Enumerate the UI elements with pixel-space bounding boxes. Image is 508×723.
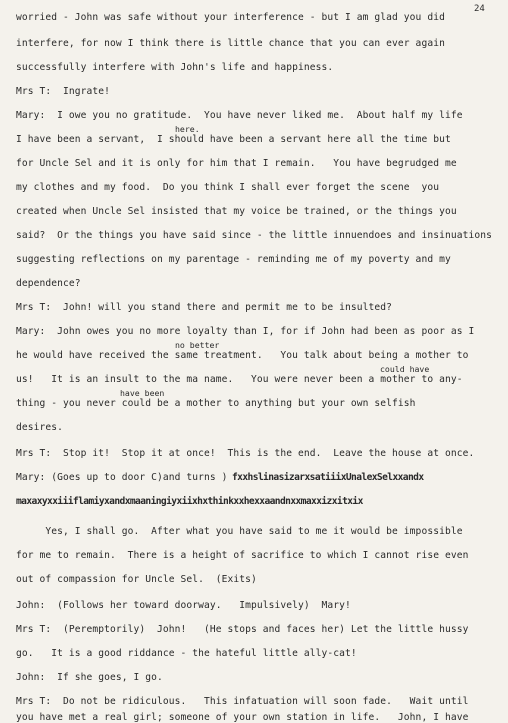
handwritten-insert: have been bbox=[120, 388, 165, 398]
text-line: out of compassion for Uncle Sel. (Exits) bbox=[16, 574, 257, 585]
text-line: desires. bbox=[16, 422, 64, 433]
text-line: for me to remain. There is a height of sacrifice to which I cannot rise even bbox=[16, 550, 469, 561]
text-line: my clothes and my food. Do you think I shall ever forget the scene you bbox=[16, 182, 440, 193]
text-line: go. It is a good riddance - the hateful little ally-cat! bbox=[16, 648, 357, 659]
text-line: said? Or the things you have said since - the little innuendoes and insinuations bbox=[16, 230, 492, 241]
text-line: you have met a real girl; someone of your own station in life. John, I have bbox=[16, 712, 469, 723]
stage-direction-line: Mary: (Goes up to door C)and turns ) bbox=[16, 472, 228, 483]
text-line: created when Uncle Sel insisted that my voice be trained, or the things you bbox=[16, 206, 457, 217]
speaker-line: Mrs T: John! will you stand there and permit me to be insulted? bbox=[16, 302, 393, 313]
text-line: Yes, I shall go. After what you have said to me it would be impossible bbox=[16, 526, 463, 537]
text-line: worried - John was safe without your interference - but I am glad you did bbox=[16, 12, 445, 23]
text-line: successfully interfere with John's life and happiness. bbox=[16, 62, 334, 73]
text-line: dependence? bbox=[16, 278, 81, 289]
speaker-line: Mary: I owe you no gratitude. You have never liked me. About half my life bbox=[16, 110, 463, 121]
speaker-line: John: (Follows her toward doorway. Impulsively) Mary! bbox=[16, 600, 351, 611]
speaker-line: Mrs T: (Peremptorily) John! (He stops and faces her) Let the little hussy bbox=[16, 624, 469, 635]
text-line: I have been a servant, I should have been a servant here all the time but bbox=[16, 134, 451, 145]
struck-out-text: fxxhslinasizarxsatiiixUnalexSelxxandx bbox=[232, 472, 424, 483]
struck-out-text: maxaxyxxiiiflamiyxandxmaaningiyxiixhxthinkxxhexxaandnxxmaxxizxitxix bbox=[16, 496, 363, 507]
speaker-line: Mrs T: Stop it! Stop it at once! This is the end. Leave the house at once. bbox=[16, 448, 475, 459]
handwritten-insert: no better bbox=[175, 340, 220, 350]
text-line: he would have received the same treatment. You talk about being a mother to bbox=[16, 350, 469, 361]
handwritten-insert: here. bbox=[175, 124, 200, 134]
text-line: for Uncle Sel and it is only for him that I remain. You have begrudged me bbox=[16, 158, 457, 169]
speaker-line: John: If she goes, I go. bbox=[16, 672, 163, 683]
text-line: thing - you never could be a mother to anything but your own selfish bbox=[16, 398, 416, 409]
text-line: us! It is an insult to the ma name. You were never been a mother to any- bbox=[16, 374, 463, 385]
speaker-line: Mary: John owes you no more loyalty than I, for if John had been as poor as I bbox=[16, 326, 475, 337]
text-line: interfere, for now I think there is little chance that you can ever again bbox=[16, 38, 445, 49]
page-number: 24 bbox=[474, 4, 485, 14]
speaker-line: Mrs T: Ingrate! bbox=[16, 86, 111, 97]
speaker-line: Mrs T: Do not be ridiculous. This infatuation will soon fade. Wait until bbox=[16, 696, 469, 707]
handwritten-insert: could have bbox=[380, 364, 430, 374]
text-line: suggesting reflections on my parentage - reminding me of my poverty and my bbox=[16, 254, 451, 265]
